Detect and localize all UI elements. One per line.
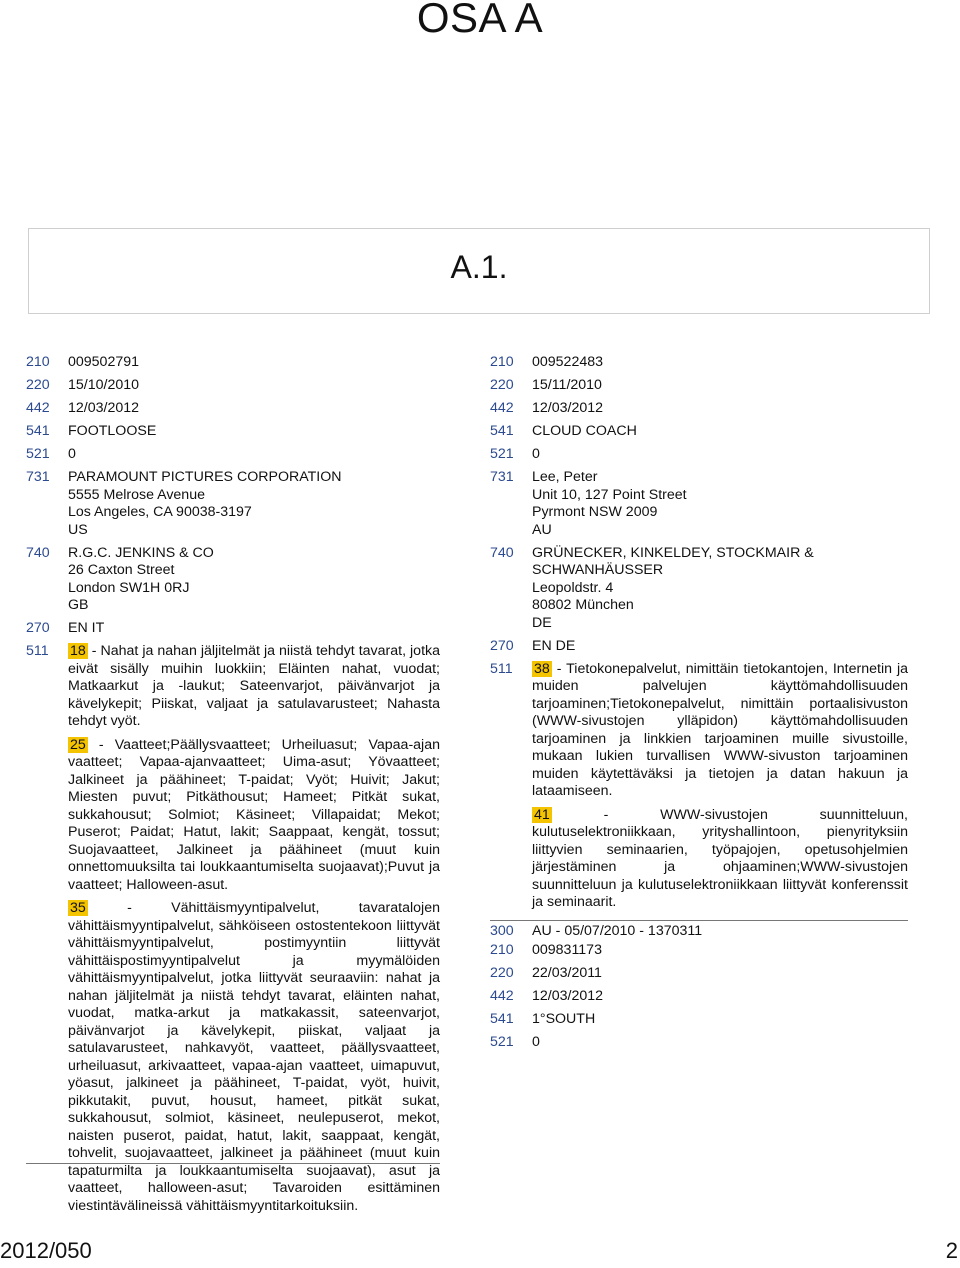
class-paragraph: 41 - WWW-sivustojen suunnitteluun, kulutuselektroniikkaan, yrityshallintoon, pienyrityksiin liittyvien seminaarien, työpajojen, opetusohjelmien järjestäminen ja ohjaaminen;WWW-sivustojen suunnitteluun ja kulutuselektroniikkaan liittyvät konferenssit ja seminaarit. (532, 806, 908, 910)
field-541: 541 1°SOUTH (490, 1011, 908, 1029)
left-record (26, 354, 440, 1221)
trademark-name: CLOUD COACH (532, 423, 637, 439)
filing-date: 15/11/2010 (532, 377, 602, 393)
section-title: A.1. (450, 249, 508, 285)
field-210: 210 009522483 (490, 354, 908, 372)
trademark-name: 1°SOUTH (532, 1011, 596, 1027)
representative: GRÜNECKER, KINKELDEY, STOCKMAIR & SCHWANHÄUSSER Leopoldstr. 4 80802 München DE (532, 544, 814, 631)
class-paragraph: 35 - Vähittäismyyntipalvelut, tavaratalojen vähittäismyyntipalvelut, sähköiseen ostostentekoon liittyvät vähittäismyyntipalvelut, postimyyntiin liittyvät vähittäispostimyyntipalvelut ja myymälöiden vähittäismyyntipalvelut, jotka liittyvät seuraaviin: nahat ja nahan jäljitelmät ja niistä tehdyt tavarat, eläinten nahat, vuodat, matka-arkut ja matkakassit, sateenvarjot, päivänvarjot ja kävelykepit, piiskat, valjaat ja satulavarusteet, nahkavyöt, vaatteet, päällysvaatteet, urheiluasut, arkivaatteet, vapaa-ajan vaatteet, uimapuvut, yöasut, jalkineet ja päähineet, T-paidat, vyöt, huivit, pikkutakit, puvut, housut, hameet, pitkät sukat, sukkahousut, solmiot, käsineet, neulepuserot, mekot, naisten puserot, paidat, hatut, lakit, saappaat, kengät, tohvelit, suojavaatteet, jalkineet ja päähineet (muut kuin tapaturmilta ja loukkaantumiselta suojaavat), asut ja vaatteet, halloween-asut; Tavaroiden esittäminen viestintävälineissä vähittäismyyntitarkoituksiin. (68, 900, 440, 1214)
publication-date: 12/03/2012 (532, 400, 604, 416)
applicant: Lee, Peter Unit 10, 127 Point Street Pyrmont NSW 2009 AU (532, 469, 687, 538)
field-541: 541 FOOTLOOSE (26, 423, 440, 441)
filing-date: 22/03/2011 (532, 965, 602, 981)
field-521: 521 0 (490, 446, 540, 462)
class-number-badge: 25 (70, 736, 86, 753)
class-paragraph: 18 - Nahat ja nahan jäljitelmät ja niistä tehdyt tavarat, jotka eivät sisälly muihin luokkiin; Eläinten nahat, vuodat; Matkaarkut ja -laukut; Sateenvarjot, päivänvarjot ja kävelykepit; Piiskat, valjaat ja satulavarusteet; Nahasta tehdyt vyöt. (68, 643, 440, 729)
field-521: 521 0 (26, 446, 76, 462)
field-270: 270 EN IT (26, 620, 440, 638)
page-number: 2 (945, 1238, 958, 1263)
class-number-badge: 38 (534, 660, 550, 677)
class-paragraph: 25 - Vaatteet;Päällysvaatteet; Urheiluasut; Vapaa-ajan vaatteet; Vapaa-ajanvaatteet; Uima-asut; Yövaatteet; Jalkineet ja päähineet; T-paidat; Vyöt; Huivit; Jakut; Miesten puvut; Pitkäthousut; Hameet; Pitkät sukat, sukkahousut; Solmiot; Käsineet; Villapaidat; Mekot; Puserot; Paidat; Hatut, lakit; Saappaat, kengät, tossut; Suojavaatteet, Jalkineet ja päähineet (muut kuin onnettomuuksilta tai loukkaantumiselta suojaavat);Puvut ja vaatteet; Halloween-asut. (68, 736, 440, 893)
languages: EN IT (68, 620, 105, 636)
field-731: 731 PARAMOUNT PICTURES CORPORATION 5555 Melrose Avenue Los Angeles, CA 90038-3197 US (26, 469, 440, 539)
class-number-badge: 35 (70, 900, 86, 916)
goods-services (532, 661, 908, 918)
field-511: 511 18 - Nahat ja nahan jäljitelmät ja niistä tehdyt tavarat, jotka eivät sisälly muihin luokkiin; Eläinten nahat, vuodat; Matkaarkut ja -laukut; Sateenvarjot, päivänvarjot ja kävelykepit; Piiskat, valjaat ja satulavarusteet; Nahasta tehdyt vyöt. 25 - Vaatteet;Päällysvaatteet; Urheiluasut; Vapaa-ajan vaatteet; Vapaa-ajanvaatteet; Uima-asut; Yövaatteet; Jalkineet ja päähineet; T-paidat; Vyöt; Huivit; Jakut; Miesten puvut; Pitkäthousut; Hameet; Pitkät sukat, sukkahousut; Solmiot; Käsineet; Villapaidat; Mekot; Puserot; Paidat; Hatut, lakit; Saappaat, kengät, tossut; Suojavaatteet, Jalkineet ja päähineet (muut kuin onnettomuuksilta tai loukkaantumiselta suojaavat);Puvut ja vaatteet; Halloween-asut. 35 - Vähittäismyyntipalvelut, tavaratalojen vähittäismyyntipalvelut, sähköiseen ostostentekoon liittyvät vähittäismyyntipalvelut, postimyyntiin liittyvät vähittäispostimyyntipalvelut ja myymälöiden vähittäismyyntipalvelut, jotka liittyvät seuraaviin: nahat ja nahan jäljitelmät ja niistä tehdyt tavarat, eläinten nahat, vuodat, matka-arkut ja matkakassit, sateenvarjot, päivänvarjot ja kävelykepit, piiskat, valjaat ja satulavarusteet, nahkavyöt, vaatteet, päällysvaatteet, urheiluasut, arkivaatteet, vapaa-ajan vaatteet, uimapuvut, yöasut, jalkineet ja päähineet, T-paidat, vyöt, huivit, pikkutakit, puvut, housut, hameet, pitkät sukat, sukkahousut, solmiot, käsineet, neulepuserot, mekot, naisten puserot, paidat, hatut, lakit, saappaat, kengät, tohvelit, suojavaatteet, jalkineet ja päähineet (muut kuin tapaturmilta ja loukkaantumiselta suojaavat), asut ja vaatteet, halloween-asut; Tavaroiden esittäminen viestintävälineissä vähittäismyyntitarkoituksiin. (26, 643, 440, 1221)
field-442: 442 12/03/2012 (490, 988, 908, 1006)
field-442: 442 12/03/2012 (26, 400, 440, 418)
publication-date: 12/03/2012 (532, 988, 604, 1004)
application-number: 009831173 (532, 942, 602, 958)
right-record-2 (490, 942, 908, 1052)
field-541: 541 CLOUD COACH (490, 423, 908, 441)
left-divider (26, 1163, 440, 1164)
field-740: 740 GRÜNECKER, KINKELDEY, STOCKMAIR & SCHWANHÄUSSER Leopoldstr. 4 80802 München DE (490, 545, 908, 633)
field-270: 270 EN DE (490, 638, 908, 656)
field-210: 210 009831173 (490, 942, 908, 960)
trademark-name: FOOTLOOSE (68, 423, 157, 439)
field-210: 210 009502791 (26, 354, 440, 372)
application-number: 009502791 (68, 354, 140, 370)
class-number-badge: 41 (534, 806, 550, 823)
right-divider (490, 920, 908, 921)
publication-date: 12/03/2012 (68, 400, 140, 416)
section-header-box (28, 228, 930, 314)
field-220: 220 15/11/2010 (490, 377, 908, 395)
field-220: 220 15/10/2010 (26, 377, 440, 395)
field-300: 300 AU - 05/07/2010 - 1370311 (490, 923, 908, 941)
field-731: 731 Lee, Peter Unit 10, 127 Point Street Pyrmont NSW 2009 AU (490, 469, 908, 539)
field-442: 442 12/03/2012 (490, 400, 908, 418)
class-paragraph: 38 - Tietokonepalvelut, nimittäin tietokantojen, Internetin ja muiden palvelujen käyttömahdollisuuden tarjoaminen;Tietokonepalvelut, nimittäin portaalisivuston (WWW-sivustojen ylläpidon) käyttömahdollisuuden tarjoaminen ja linkkien tarjoaminen muille sivustoille, mukaan lukien turvallisen WWW-sivuston tarjoaminen muiden käytettäväksi ja tietojen ja datan hakuun ja lataamiseen. (532, 660, 908, 799)
class-number-badge: 18 (70, 643, 86, 659)
right-record-1 (490, 354, 908, 941)
applicant: PARAMOUNT PICTURES CORPORATION 5555 Melrose Avenue Los Angeles, CA 90038-3197 US (68, 469, 342, 538)
languages: EN DE (532, 637, 576, 654)
field-740: 740 R.G.C. JENKINS & CO 26 Caxton Street London SW1H 0RJ GB (26, 545, 440, 615)
application-number: 009522483 (532, 354, 604, 370)
filing-date: 15/10/2010 (68, 377, 140, 393)
field-220: 220 22/03/2011 (490, 965, 908, 983)
goods-services (68, 643, 440, 1221)
field-521: 521 0 (490, 1034, 540, 1050)
priority: AU - 05/07/2010 - 1370311 (532, 923, 703, 939)
representative: R.G.C. JENKINS & CO 26 Caxton Street London SW1H 0RJ GB (68, 544, 214, 613)
part-title: OSA A (416, 0, 544, 41)
field-511: 511 38 - Tietokonepalvelut, nimittäin tietokantojen, Internetin ja muiden palvelujen käyttömahdollisuuden tarjoaminen;Tietokonepalvelut, nimittäin portaalisivuston (WWW-sivustojen ylläpidon) käyttömahdollisuuden tarjoaminen ja linkkien tarjoaminen muille sivustoille, mukaan lukien turvallisen WWW-sivuston tarjoaminen muiden käytettäväksi ja tietojen ja datan hakuun ja lataamiseen. 41 - WWW-sivustojen suunnitteluun, kulutuselektroniikkaan, yrityshallintoon, pienyrityksiin liittyvien seminaarien, työpajojen, opetusohjelmien järjestäminen ja ohjaaminen;WWW-sivustojen suunnitteluun ja kulutuselektroniikkaan liittyvät konferenssit ja seminaarit. (490, 661, 908, 918)
issue-number: 2012/050 (0, 1238, 92, 1263)
